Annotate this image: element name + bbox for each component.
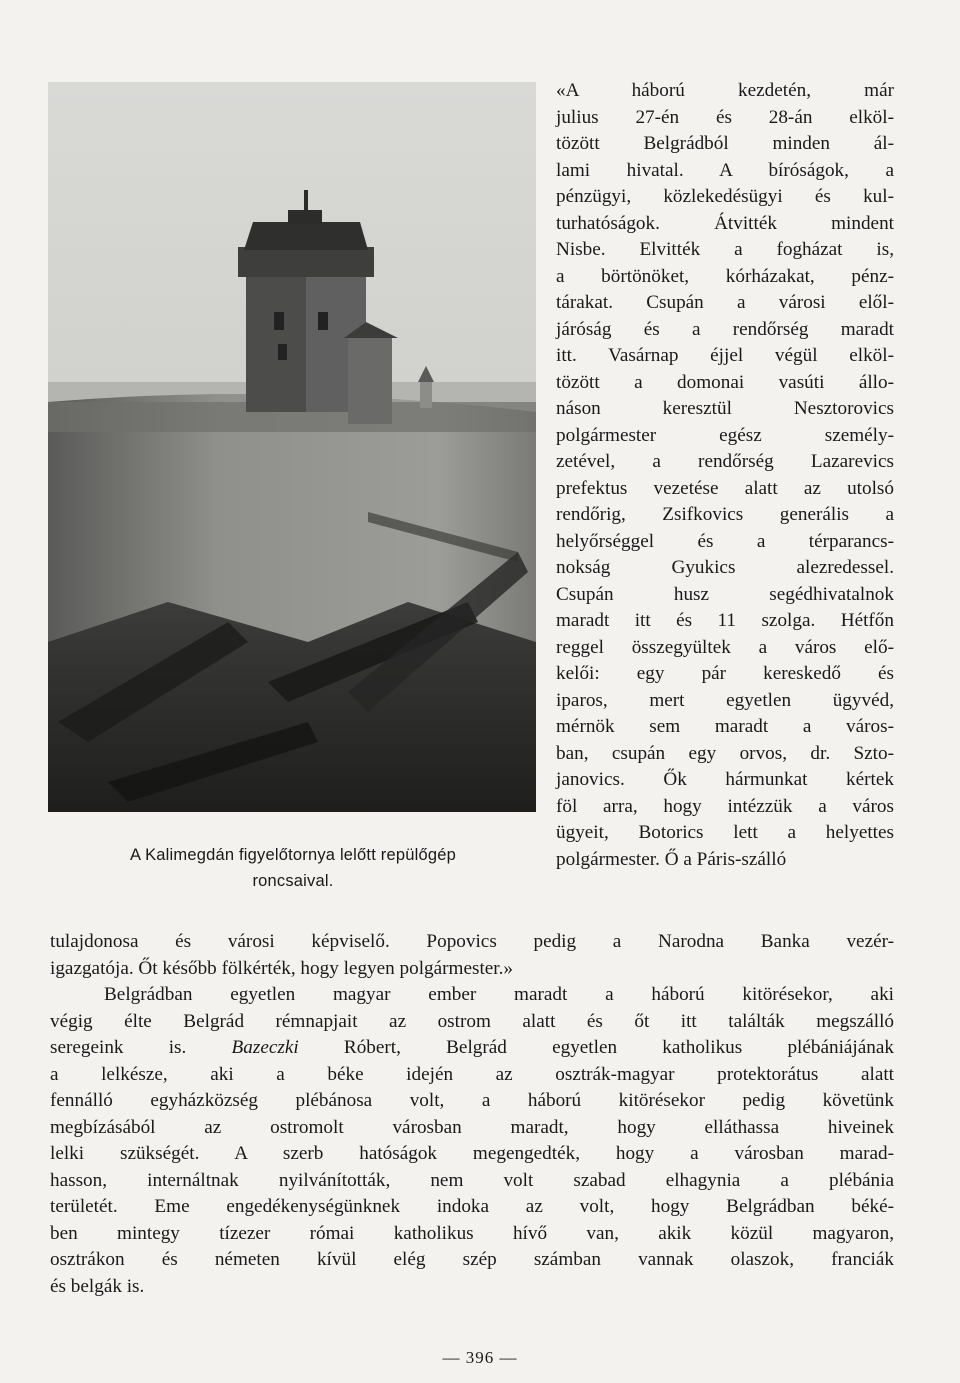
text-run: Belgrádban egyetlen magyar ember maradt a háború kitörésekor, aki [104, 984, 894, 1005]
text-line [50, 1168, 894, 1195]
text-run: lelki szükségét. A szerb hatóságok megengedték, hogy a városban marad- [50, 1143, 894, 1164]
text-run: fennálló egyházközség plébánosa volt, a háború kitörésekor pedig követünk [50, 1090, 894, 1111]
kalimegdan-tower-photo [48, 82, 536, 812]
photo-caption [52, 842, 534, 894]
text-line [50, 1115, 894, 1142]
text-line: tözött Belgrádból minden ál- [556, 133, 894, 154]
text-run: Róbert, Belgrád egyetlen katholikus plébániájának [298, 1037, 894, 1058]
text-line [50, 956, 894, 983]
text-line: lami hivatal. A bíróságok, a [556, 159, 894, 181]
text-line: polgármester. Ő a Páris-szálló [556, 848, 787, 870]
text-line: kelői: egy pár kereskedő és [556, 663, 894, 684]
text-line: járóság és a rendőrség maradt [556, 318, 894, 340]
text-line: itt. Vasárnap éjjel végül elköl- [556, 345, 894, 366]
text-line: a börtönöket, kórházakat, pénz- [556, 265, 894, 287]
text-run: végig élte Belgrád rémnapjait az ostrom alatt és őt itt találták megszálló [50, 1010, 894, 1032]
text-line [50, 1194, 894, 1221]
text-run: megbízásából az ostromolt városban maradt, hogy elláthassa hiveinek [50, 1116, 894, 1138]
caption-line: A Kalimegdán figyelőtornya lelőtt repülőgép [130, 846, 456, 864]
text-line [50, 1009, 894, 1036]
text-line: zetével, a rendőrség Lazarevics [556, 451, 894, 472]
text-line: rendőrig, Zsifkovics generális a [556, 504, 894, 525]
right-text-column [556, 78, 894, 873]
text-line: helyőrséggel és a térparancs- [556, 530, 894, 552]
text-line: Csupán husz segédhivatalnok [556, 583, 894, 605]
text-line: reggel összegyültek a város elő- [556, 636, 894, 658]
text-run: seregeink is. [50, 1037, 232, 1058]
text-line: ban, csupán egy orvos, dr. Szto- [556, 742, 894, 764]
text-line [50, 982, 894, 1009]
text-run: tulajdonosa és városi képviselő. Popovics pedig a Narodna Banka vezér- [50, 931, 894, 952]
text-line: ügyeit, Botorics lett a helyettes [556, 822, 894, 843]
text-line [50, 1247, 894, 1274]
text-line: janovics. Ők hármunkat kértek [556, 769, 894, 790]
text-line: mérnök sem maradt a város- [556, 716, 894, 737]
text-line [50, 1141, 894, 1168]
text-line: «A háború kezdetén, már [556, 80, 894, 101]
text-line: iparos, mert egyetlen ügyvéd, [556, 689, 894, 711]
text-line [50, 1088, 894, 1115]
text-line: tárakat. Csupán a városi elől- [556, 292, 894, 313]
text-line: polgármester egész személy- [556, 424, 894, 446]
text-line: nokság Gyukics alezredessel. [556, 557, 894, 578]
text-line: Nisbe. Elvitték a fogházat is, [556, 239, 894, 260]
text-line [50, 1062, 894, 1089]
text-run: a lelkésze, aki a béke idején az osztrák-magyar protektorátus alatt [50, 1063, 894, 1085]
text-line: maradt itt és 11 szolga. Hétfőn [556, 610, 894, 631]
caption-line: roncsaival. [252, 872, 334, 890]
tower-photo-illustration [48, 82, 536, 812]
text-line [50, 1221, 894, 1248]
emphasized-name: Bazeczki [231, 1037, 299, 1058]
text-line [50, 1274, 894, 1301]
text-line: julius 27-én és 28-án elköl- [556, 106, 894, 128]
text-run: hasson, internáltnak nyilvánították, nem volt szabad elhagynia a plébánia [50, 1169, 894, 1191]
text-line: náson keresztül Nesztorovics [556, 398, 894, 419]
text-line: pénzügyi, közlekedésügyi és kul- [556, 186, 894, 207]
text-run: osztrákon és németen kívül elég szép számban vannak olaszok, franciák [50, 1249, 894, 1270]
text-line: föl arra, hogy intézzük a város [556, 795, 894, 817]
text-run: területét. Eme engedékenységünknek indoka az volt, hogy Belgrádban béké- [50, 1196, 894, 1217]
text-run: és belgák is. [50, 1275, 145, 1297]
text-line [50, 1035, 894, 1062]
text-run: ben mintegy tízezer római katholikus hívő van, akik közül magyaron, [50, 1222, 894, 1244]
text-line: prefektus vezetése alatt az utolsó [556, 477, 894, 499]
full-width-text [50, 929, 894, 1300]
page-number: — 396 — [442, 1348, 518, 1367]
text-run: igazgatója. Őt később fölkérték, hogy legyen polgármester.» [50, 957, 514, 979]
text-line: turhatóságok. Átvitték mindent [556, 212, 894, 234]
text-line: tözött a domonai vasúti állo- [556, 371, 894, 393]
text-line [50, 929, 894, 956]
